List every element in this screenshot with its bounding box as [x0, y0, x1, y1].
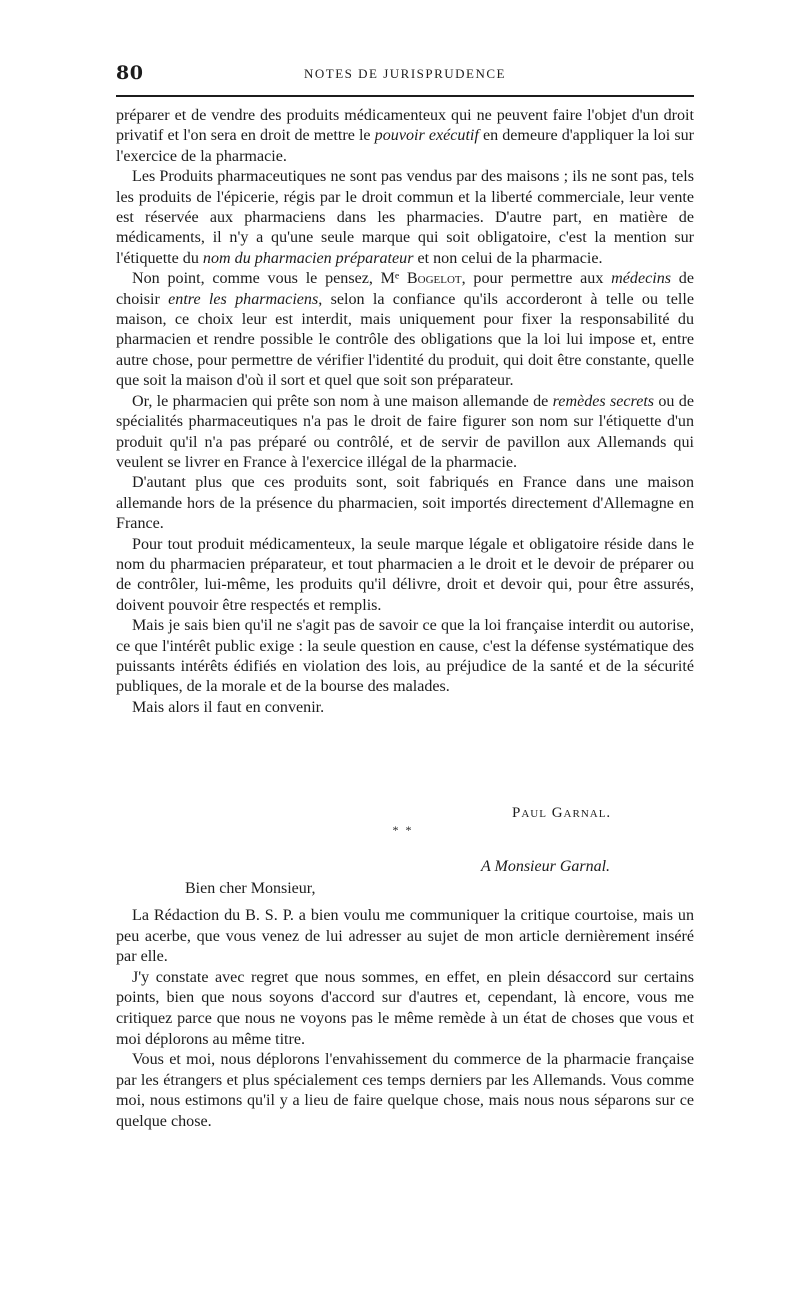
page-number: 80: [116, 62, 144, 84]
text-run: de choisir: [116, 270, 694, 308]
header-rule: [116, 95, 694, 97]
paragraph: La Rédaction du B. S. P. a bien voulu me communiquer la critique courtoise, mais un peu acerbe, que vous venez de lui adresser au sujet de mon article dernièrement inséré par elle.: [116, 907, 694, 966]
italic-run: médecins: [611, 270, 672, 288]
italic-run: pouvoir exécutif: [374, 127, 479, 145]
page-header: [116, 62, 694, 86]
paragraph: D'autant plus que ces produits sont, soit fabriqués en France dans une maison allemande hors de la présence du pharmacien, soit importés directement d'Allemagne en France.: [116, 474, 694, 533]
letter-body: [116, 906, 694, 1133]
signature: Paul Garnal.: [512, 805, 612, 821]
section-separator: * *: [392, 823, 414, 837]
text-run: en demeure d'appliquer la loi sur l'exercice de la pharmacie.: [116, 127, 695, 165]
text-run: Les Produits pharmaceutiques ne sont pas vendus par des maisons ; ils ne sont pas, tels les produits de l'épicerie, régis par le droit commun et la liberté commerciale, leur vente est réservée aux pharmaciens dans les pharmacies. D'autre part, en matière de médicaments, il n'y a qu'une seule marque qui soit obligatoire, c'est la mention sur l'étiquette du: [116, 168, 694, 267]
text-run: préparer et de vendre des produits médicamenteux qui ne peuvent faire l'objet d'un droit privatif et l'on sera en droit de mettre le: [116, 107, 694, 145]
text-run: ou de spécialités pharmaceutiques n'a pas le droit de faire figurer son nom sur l'étiquette d'un produit qu'il n'a pas préparé ou contrôlé, et de servir de pavillon aux Allemands qui veulent se livrer en France à l'exercice illégal de la pharmacie.: [116, 392, 694, 471]
letter-salutation: Bien cher Monsieur,: [185, 880, 316, 897]
text-run: Or, le pharmacien qui prête son nom à une maison allemande de: [132, 392, 553, 410]
text-run: , pour permettre aux: [461, 270, 612, 288]
text-run: et non celui de la pharmacie.: [413, 249, 603, 267]
paragraph: Mais alors il faut en convenir.: [132, 698, 325, 716]
paragraph: J'y constate avec regret que nous sommes, en effet, en plein désaccord sur certains points, bien que nous soyons d'accord sur d'autres et, cependant, là encore, vous me critiquez parce que nous ne voyons pas le même remède à un état de choses que vous et moi déplorons au même titre.: [116, 968, 694, 1048]
paragraph: Mais je sais bien qu'il ne s'agit pas de savoir ce que la loi française interdit ou autorise, ce que l'intérêt public exige : la seule question en cause, c'est la défense systématique des puissants intérêts édifiés en violation des lois, au préjudice de la santé et de la sécurité publiques, de la morale et de la bourse des malades.: [116, 617, 694, 696]
paragraph: [116, 167, 694, 269]
paragraph: Vous et moi, nous déplorons l'envahissement du commerce de la pharmacie française par les étrangers et plus spécialement ces temps derniers par les Allemands. Vous comme moi, nous estimons qu'il y a lieu de faire quelque chose, mais nous nous séparons sur ce quelque chose.: [116, 1051, 694, 1130]
paragraph: [116, 392, 694, 474]
italic-run: nom du pharmacien préparateur: [202, 249, 414, 267]
article-body: [116, 106, 694, 718]
italic-run: entre les pharmaciens: [168, 290, 319, 308]
person-name: Bogelot: [406, 270, 462, 288]
paragraph: [116, 106, 694, 167]
paragraph: [116, 269, 694, 391]
letter-addressee: A Monsieur Garnal.: [481, 858, 611, 875]
paragraph: Pour tout produit médicamenteux, la seule marque légale et obligatoire réside dans le nom du pharmacien préparateur, et tout pharmacien a le droit et le devoir de préparer ou de contrôler, lui-même, les produits qu'il délivre, droit et devoir qui, pour être assurés, doivent pouvoir être respectés et remplis.: [116, 535, 694, 614]
text-run: Non point, comme vous le pensez, Mᵉ: [132, 270, 407, 288]
running-title: NOTES DE JURISPRUDENCE: [303, 66, 506, 81]
text-run: , selon la confiance qu'ils accorderont à telle ou telle maison, ce choix leur est interdit, mais uniquement pour fixer la responsabilité du pharmacien et rendre possible le contrôle des obligations que la loi lui impose et, entre autre chose, pour permettre de vérifier l'identité du produit, qui doit être constante, quelle que soit la maison d'où il sort et quel que soit son préparateur.: [116, 290, 695, 390]
italic-run: remèdes secrets: [552, 392, 655, 410]
